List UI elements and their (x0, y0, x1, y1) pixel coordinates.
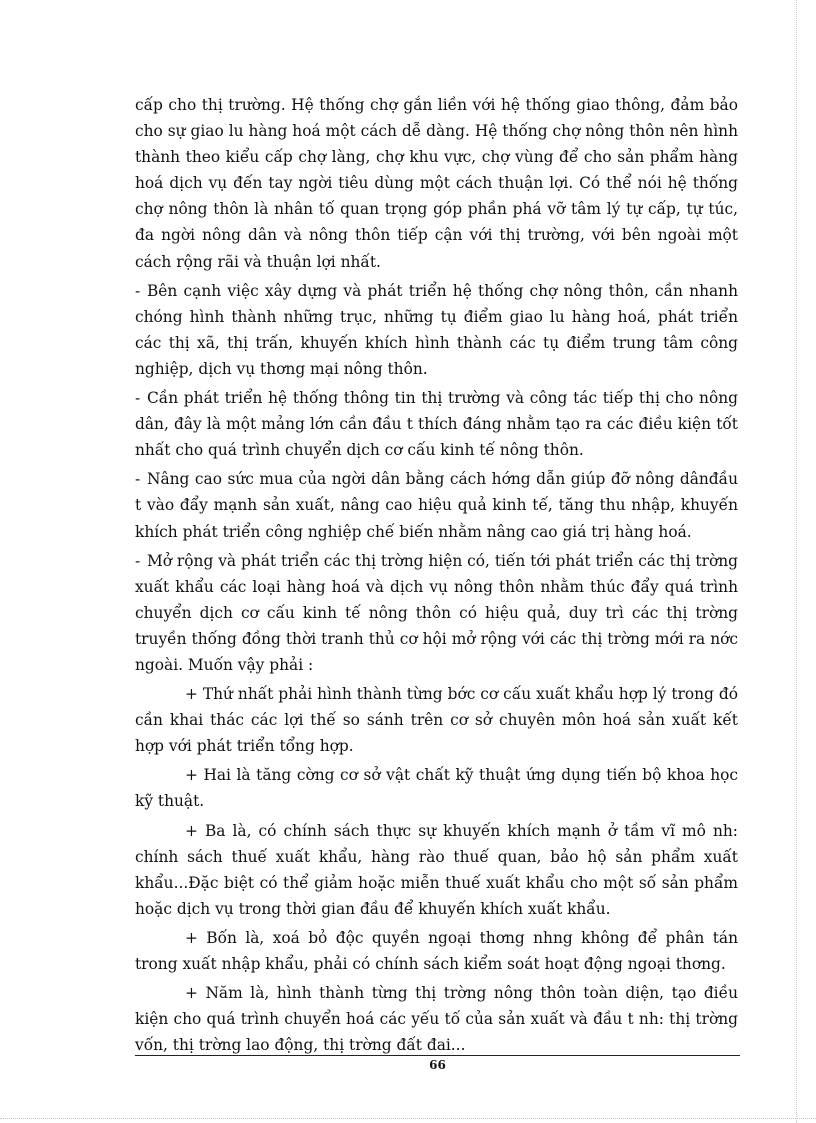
bullet-dash: - (135, 281, 141, 300)
bullet-dash: - (135, 389, 141, 408)
measure-first: + Thứ nhất phải hình thành từng bớc cơ cấu xuất khẩu hợp lý trong đó cần khai thác các lợi thế so sánh trên cơ sở chuyên môn hoá sản xuất kết hợp với phát triển tổng hợp. (135, 685, 738, 756)
bullet-text: Bên cạnh việc xây dựng và phát triển hệ thống chợ nông thôn, cần nhanh chóng hình thành những trục, những tụ điểm giao lu hàng hoá, phát triển các thị xã, thị trấn, khuyến khích hình thành các tụ điểm trung tâm công nghiệp, dịch vụ thơng mại nông thôn. (135, 281, 738, 378)
bullet-text: Nâng cao sức mua của ngời dân bằng cách hớng dẫn giúp đỡ nông dânđầu t vào đẩy mạnh sản xuất, nâng cao hiệu quả kinh tế, tăng thu nhập, khuyến khích phát triển công nghiệp chế biến nhằm nâng cao giá trị hàng hoá. (135, 470, 738, 541)
page-number: 66 (429, 1058, 446, 1072)
footer-divider (135, 1055, 740, 1056)
page-frame-bottom (0, 1118, 816, 1120)
bullet-item-market-expansion (135, 548, 738, 678)
measure-fourth: + Bốn là, xoá bỏ độc quyền ngoại thơng nhng không để phân tán trong xuất nhập khẩu, phải có chính sách kiểm soát hoạt động ngoại thơng. (135, 928, 738, 973)
page-frame-right (796, 0, 798, 1123)
bullet-item-purchasing-power (135, 466, 738, 544)
bullet-item-market-information (135, 385, 738, 463)
measure-fifth: + Năm là, hình thành từng thị trờng nông thôn toàn diện, tạo điều kiện cho quá trình chuyển hoá các yếu tố của sản xuất và đầu t nh: thị trờng vốn, thị trờng lao động, thị trờng đất đai... (135, 984, 738, 1055)
bullet-text: Mở rộng và phát triển các thị trờng hiện có, tiến tới phát triển các thị trờng xuất khẩu các loại hàng hoá và dịch vụ nông thôn nhằm thúc đẩy quá trình chuyển dịch cơ cấu kinh tế nông thôn có hiệu quả, duy trì các thị trờng truyền thống đồng thời tranh thủ cơ hội mở rộng với các thị trờng mới ra nớc ngoài. Muốn vậy phải : (135, 551, 739, 674)
bullet-text: Cần phát triển hệ thống thông tin thị trường và công tác tiếp thị cho nông dân, đây là một mảng lớn cần đầu t thích đáng nhằm tạo ra các điều kiện tốt nhất cho quá trình chuyển dịch cơ cấu kinh tế nông thôn. (135, 389, 738, 460)
measure-third: + Ba là, có chính sách thực sự khuyến khích mạnh ở tầm vĩ mô nh: chính sách thuế xuất khẩu, hàng rào thuế quan, bảo hộ sản phẩm xuất khẩu...Đặc biệt có thể giảm hoặc miễn thuế xuất khẩu cho một số sản phẩm hoặc dịch vụ trong thời gian đầu để khuyến khích xuất khẩu. (135, 821, 738, 918)
bullet-dash: - (135, 551, 141, 570)
paragraph-market-system: cấp cho thị trường. Hệ thống chợ gắn liền với hệ thống giao thông, đảm bảo cho sự giao lu hàng hoá một cách dễ dàng. Hệ thống chợ nông thôn nên hình thành theo kiểu cấp chợ làng, chợ khu vực, chợ vùng để cho sản phẩm hàng hoá dịch vụ đến tay ngời tiêu dùng một cách thuận lợi. Có thể nói hệ thống chợ nông thôn là nhân tố quan trọng góp phần phá vỡ tâm lý tự cấp, tự túc, đa ngời nông dân và nông thôn tiếp cận với thị trường, với bên ngoài một cách rộng rãi và thuận lợi nhất. (135, 96, 738, 271)
bullet-dash: - (135, 470, 141, 489)
measure-second: + Hai là tăng cờng cơ sở vật chất kỹ thuật ứng dụng tiến bộ khoa học kỹ thuật. (135, 766, 738, 811)
bullet-item-market-hubs (135, 278, 738, 382)
document-body (135, 92, 738, 1058)
